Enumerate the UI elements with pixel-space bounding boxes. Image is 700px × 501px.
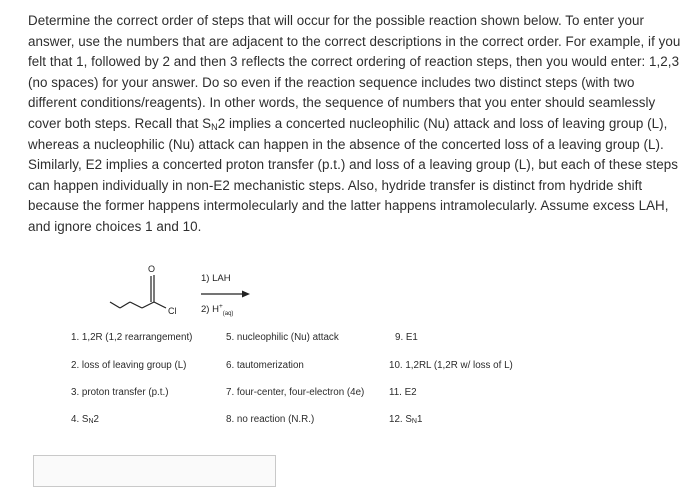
choice-8: 8. no reaction (N.R.) bbox=[226, 414, 315, 425]
question-line bbox=[28, 114, 688, 135]
question-line: (no spaces) for your answer. Do so even if the reaction sequence includes two distinct steps (with two bbox=[28, 74, 635, 90]
oxygen-atom-label: O bbox=[148, 264, 156, 274]
subscript-n: N bbox=[411, 418, 417, 425]
question-line: can happen individually in non-E2 mechanistic steps. Also, hydride transfer is distinct from hydride shift bbox=[28, 177, 643, 193]
question-line: felt that 1, followed by 2 and then 3 reflects the correct ordering of reaction steps, then you would enter: 1,2,3 bbox=[28, 54, 680, 70]
choice-3: 3. proton transfer (p.t.) bbox=[71, 387, 169, 398]
choice-2: 2. loss of leaving group (L) bbox=[71, 360, 187, 371]
choice-12-text: 12. S bbox=[389, 414, 412, 425]
answer-input[interactable] bbox=[33, 455, 276, 487]
question-line: whereas a nucleophilic (Nu) attack can happen in the absence of the concerted loss of a leaving group (L). bbox=[28, 136, 664, 152]
question-line: because the former happens intermolecularly and the latter happens intramolecularly. Assume excess LAH, bbox=[28, 198, 669, 214]
question-text-fragment: cover both steps. Recall that S bbox=[28, 115, 212, 131]
choice-1: 1. 1,2R (1,2 rearrangement) bbox=[71, 332, 193, 343]
subscript-aq: (aq) bbox=[222, 311, 234, 318]
reagent-step-2-text: 2) H bbox=[201, 304, 219, 316]
superscript-plus: + bbox=[218, 303, 223, 310]
question-line: Determine the correct order of steps that will occur for the possible reaction shown below. To enter your bbox=[28, 13, 645, 28]
question-line: Similarly, E2 implies a concerted proton transfer (p.t.) and loss of a leaving group (L), but each of these steps bbox=[28, 157, 678, 173]
reaction-arrow bbox=[198, 270, 252, 320]
choice-6: 6. tautomerization bbox=[226, 360, 304, 371]
subscript-n: N bbox=[88, 418, 94, 425]
question-line: different conditions/reagents). In other words, the sequence of numbers that you enter should seamlessly bbox=[28, 95, 656, 111]
question-line: and ignore choices 1 and 10. bbox=[28, 218, 202, 234]
chlorine-atom-label: Cl bbox=[168, 306, 177, 316]
choice-7: 7. four-center, four-electron (4e) bbox=[226, 387, 365, 398]
choice-12-text: 1 bbox=[416, 414, 423, 425]
choice-4-text: 4. S bbox=[71, 414, 89, 425]
question-text bbox=[28, 11, 688, 238]
choice-12 bbox=[389, 414, 422, 425]
question-line: answer, use the numbers that are adjacent to the correct descriptions in the correct order. For example, if you bbox=[28, 33, 681, 49]
reagent-step-2 bbox=[201, 303, 233, 317]
choice-4-text: 2 bbox=[93, 414, 99, 425]
choice-10: 10. 1,2RL (1,2R w/ loss of L) bbox=[389, 360, 513, 371]
choice-5: 5. nucleophilic (Nu) attack bbox=[226, 332, 339, 343]
choice-9: 9. E1 bbox=[395, 332, 418, 343]
question-text-fragment: 2 implies a concerted nucleophilic (Nu) attack and loss of leaving group (L), bbox=[217, 115, 668, 131]
reagent-step-1: 1) LAH bbox=[201, 273, 231, 284]
choice-4 bbox=[71, 414, 99, 425]
arrow-icon bbox=[198, 289, 252, 299]
choice-11: 11. E2 bbox=[389, 387, 417, 398]
subscript-n: N bbox=[211, 121, 218, 132]
